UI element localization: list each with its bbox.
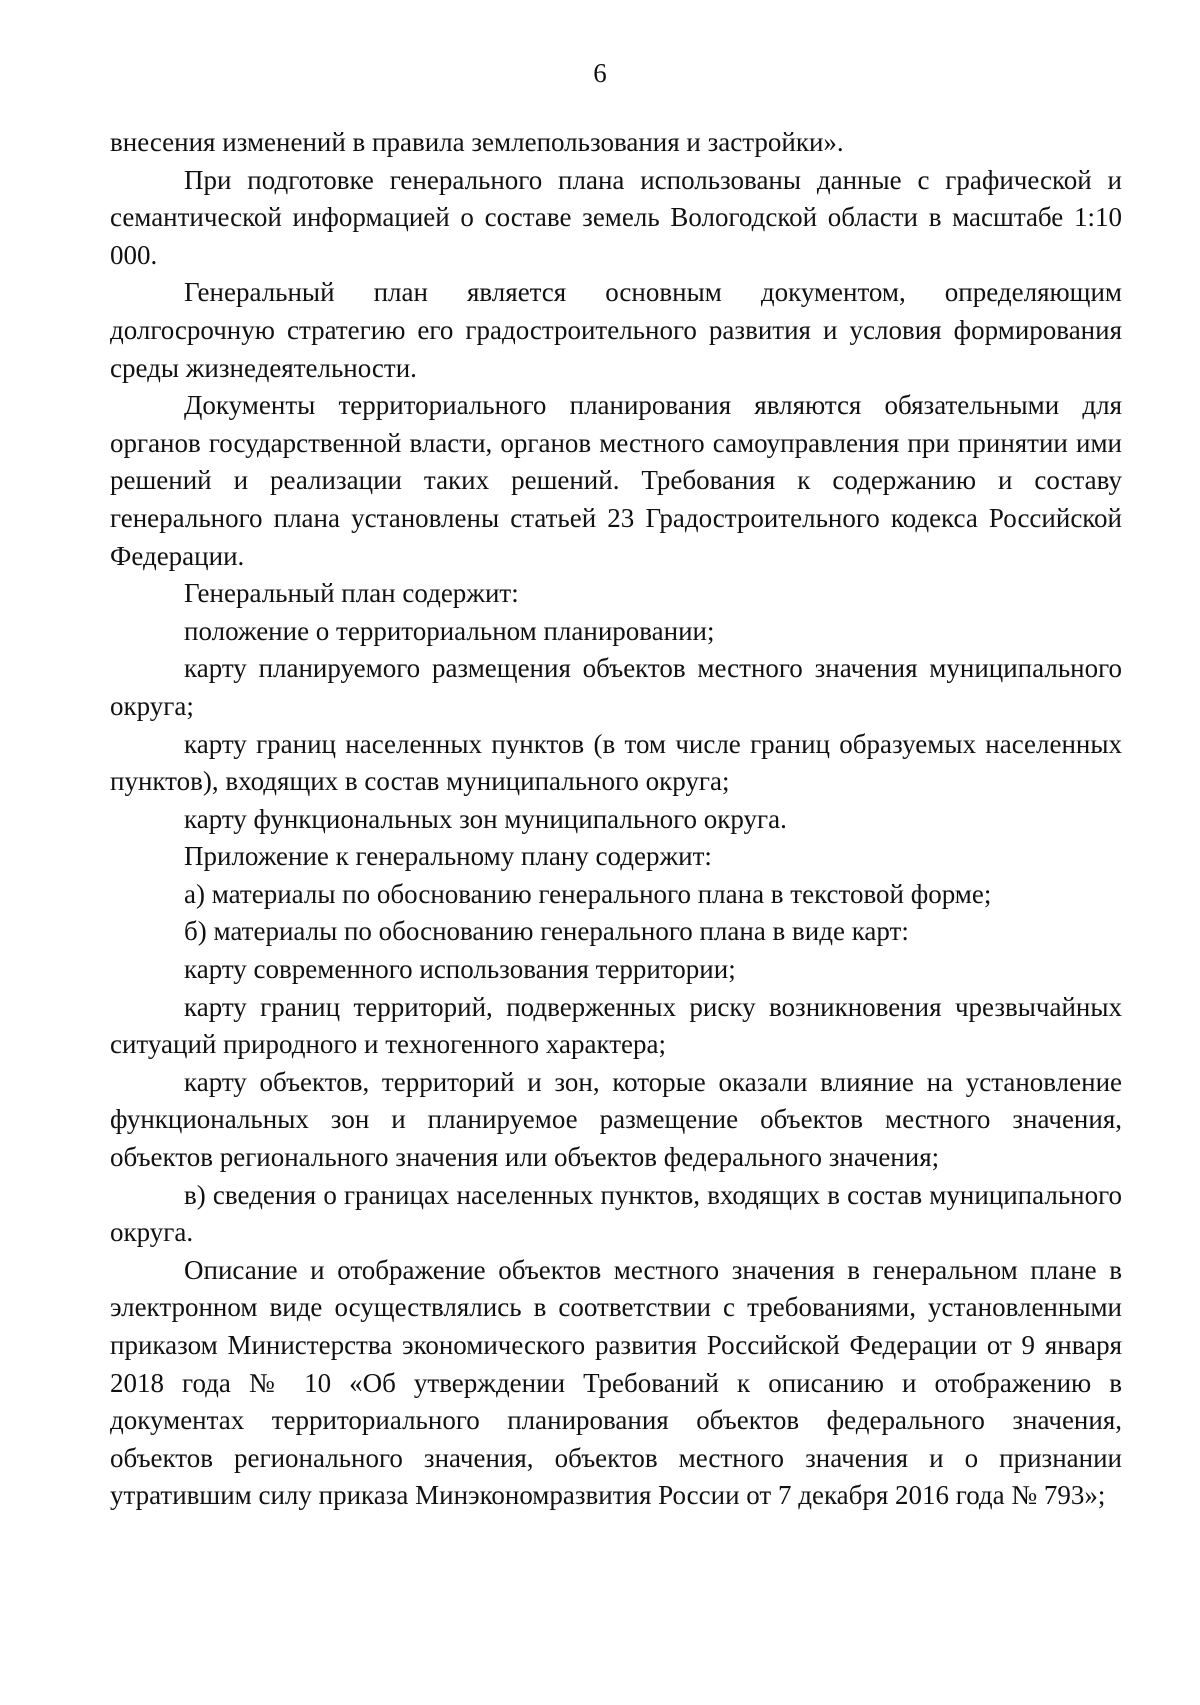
paragraph: При подготовке генерального плана использованы данные с графической и семантической информацией о составе земель Вологодской области в масштабе 1:10 000. <box>110 164 1122 270</box>
paragraph: карту границ территорий, подверженных риску возникновения чрезвычайных ситуаций природного и техногенного характера; <box>110 991 1122 1060</box>
paragraph: в) сведения о границах населенных пунктов, входящих в состав муниципального округа. <box>110 1179 1122 1248</box>
paragraph: Описание и отображение объектов местного значения в генеральном плане в электронном виде осуществлялись в соответствии с требованиями, установленными приказом Министерства экономического развития Российской Федерации от 9 января 2018 года № 10 «Об утверждении Требований к описанию и отображению в документах территориального планирования объектов федерального значения, объектов регионального значения, объектов местного значения и о признании утратившим силу приказа Минэкономразвития России от 7 декабря 2016 года № 793»; <box>110 1254 1122 1511</box>
page-number: 6 <box>593 58 607 88</box>
paragraph: а) материалы по обоснованию генерального плана в текстовой форме; <box>184 878 992 909</box>
document-body <box>110 124 1122 1515</box>
paragraph: Документы территориального планирования являются обязательными для органов государственной власти, органов местного самоуправления при принятии ими решений и реализации таких решений. Требования к содержанию и составу генерального плана установлены статьей 23 Градостроительного кодекса Российской Федерации. <box>110 390 1122 571</box>
paragraph: б) материалы по обоснованию генерального плана в виде карт: <box>184 916 909 947</box>
paragraph: положение о территориальном планировании; <box>184 615 715 646</box>
paragraph: Генеральный план содержит: <box>184 578 519 609</box>
paragraph: Приложение к генеральному плану содержит: <box>184 841 712 872</box>
paragraph: внесения изменений в правила землепользования и застройки». <box>110 127 844 157</box>
paragraph: карту современного использования территории; <box>184 954 736 985</box>
paragraph: Генеральный план является основным документом, определяющим долгосрочную стратегию его градостроительного развития и условия формирования среды жизнедеятельности. <box>110 277 1122 383</box>
paragraph: карту планируемого размещения объектов местного значения муниципального округа; <box>110 653 1122 721</box>
paragraph: карту функциональных зон муниципального округа. <box>184 803 787 834</box>
paragraph: карту объектов, территорий и зон, которые оказали влияние на установление функциональных зон и планируемое размещение объектов местного значения, объектов регионального значения или объектов федерального значения; <box>110 1066 1122 1173</box>
paragraph: карту границ населенных пунктов (в том числе границ образуемых населенных пунктов), входящих в состав муниципального округа; <box>110 728 1122 797</box>
